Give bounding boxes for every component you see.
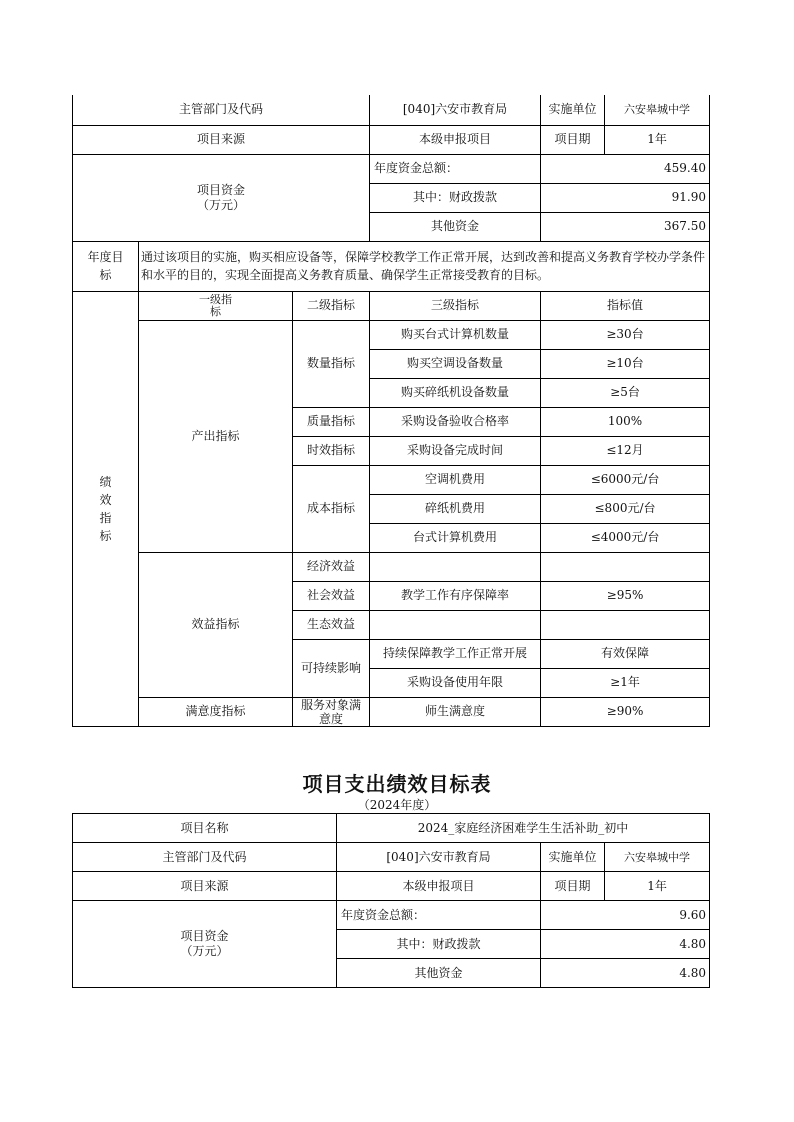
- quantity-label: 数量指标: [293, 320, 370, 407]
- indicator-l3: 采购设备使用年限: [370, 668, 541, 697]
- page-subtitle: （2024年度）: [357, 798, 437, 812]
- fiscal-label: 其中：财政拨款: [370, 183, 541, 212]
- name-label: 项目名称: [73, 814, 337, 843]
- impl-label: 实施单位: [541, 843, 605, 872]
- hdr-level2: 二级指标: [293, 291, 370, 320]
- goal-label: 年度目标: [73, 241, 139, 291]
- funds-label-cell: [73, 901, 337, 988]
- dept-value: [040]六安市教育局: [337, 843, 541, 872]
- impl-value: 六安皋城中学: [605, 843, 710, 872]
- indicator-l3: [370, 552, 541, 581]
- funds-unit: （万元）: [180, 944, 229, 958]
- other-value: 4.80: [541, 959, 710, 988]
- indicator-l3: 采购设备验收合格率: [370, 407, 541, 436]
- time-label: 时效指标: [293, 436, 370, 465]
- fiscal-value: 91.90: [541, 183, 710, 212]
- total-value: 459.40: [541, 154, 710, 183]
- impl-label: 实施单位: [541, 95, 605, 125]
- social-label: 社会效益: [293, 581, 370, 610]
- benefit-label: 效益指标: [139, 552, 293, 697]
- total-value: 9.60: [541, 901, 710, 930]
- source-value: 本级申报项目: [370, 125, 541, 154]
- funds-label: 项目资金: [197, 182, 246, 197]
- dept-row: [73, 95, 710, 125]
- table-row: [73, 697, 710, 726]
- dept-row: [73, 843, 710, 872]
- econ-label: 经济效益: [293, 552, 370, 581]
- sustain-label: 可持续影响: [293, 639, 370, 697]
- indicator-value: ≥1年: [541, 668, 710, 697]
- indicator-value: [541, 552, 710, 581]
- period-value: 1年: [605, 125, 710, 154]
- source-value: 本级申报项目: [337, 872, 541, 901]
- period-label: 项目期: [541, 125, 605, 154]
- indicator-header-row: [73, 291, 710, 320]
- funds-unit: （万元）: [197, 197, 246, 212]
- source-row: [73, 125, 710, 154]
- other-label: 其他资金: [337, 959, 541, 988]
- indicator-value: ≥90%: [541, 697, 710, 726]
- indicator-value: [541, 610, 710, 639]
- indicator-l3: 购买碎纸机设备数量: [370, 378, 541, 407]
- indicator-value: ≤12月: [541, 436, 710, 465]
- dept-label: 主管部门及代码: [73, 95, 370, 125]
- funds-total-row: [73, 901, 710, 930]
- period-value: 1年: [605, 872, 710, 901]
- indicator-value: 有效保障: [541, 639, 710, 668]
- impl-value: 六安皋城中学: [605, 95, 710, 125]
- indicator-l3: 空调机费用: [370, 465, 541, 494]
- total-label: 年度资金总额：: [337, 901, 541, 930]
- output-label: 产出指标: [139, 320, 293, 552]
- funds-label: 项目资金: [180, 929, 229, 943]
- indicator-value: ≥10台: [541, 349, 710, 378]
- indicator-l3: 持续保障教学工作正常开展: [370, 639, 541, 668]
- indicator-value: ≤800元/台: [541, 494, 710, 523]
- hdr-value: 指标值: [541, 291, 710, 320]
- cost-label: 成本指标: [293, 465, 370, 552]
- fiscal-label: 其中：财政拨款: [337, 930, 541, 959]
- other-label: 其他资金: [370, 212, 541, 241]
- indicator-l3: [370, 610, 541, 639]
- dept-value: [040]六安市教育局: [370, 95, 541, 125]
- quality-label: 质量指标: [293, 407, 370, 436]
- other-value: 367.50: [541, 212, 710, 241]
- table-row: [73, 552, 710, 581]
- name-row: [73, 814, 710, 843]
- total-label: 年度资金总额：: [370, 154, 541, 183]
- indicator-value: ≥5台: [541, 378, 710, 407]
- indicator-l3: 师生满意度: [370, 697, 541, 726]
- fiscal-value: 4.80: [541, 930, 710, 959]
- service-label: 服务对象满意度: [293, 697, 370, 726]
- indicator-value: ≥95%: [541, 581, 710, 610]
- name-value: 2024_家庭经济困难学生生活补助_初中: [337, 814, 710, 843]
- indicator-l3: 采购设备完成时间: [370, 436, 541, 465]
- eco-label: 生态效益: [293, 610, 370, 639]
- page-title: 项目支出绩效目标表: [302, 772, 492, 796]
- indicator-l3: 教学工作有序保障率: [370, 581, 541, 610]
- indicator-value: ≤6000元/台: [541, 465, 710, 494]
- period-label: 项目期: [541, 872, 605, 901]
- performance-table-1: [72, 95, 710, 727]
- indicator-value: 100%: [541, 407, 710, 436]
- source-row: [73, 872, 710, 901]
- satisfaction-label: 满意度指标: [139, 697, 293, 726]
- goal-text: 通过该项目的实施，购买相应设备等，保障学校教学工作正常开展，达到改善和提高义务教育学校办学条件和水平的目的，实现全面提高义务教育质量、确保学生正常接受教育的目标。: [139, 241, 710, 291]
- funds-label-cell: [73, 154, 370, 241]
- dept-label: 主管部门及代码: [73, 843, 337, 872]
- hdr-level3: 三级指标: [370, 291, 541, 320]
- goal-row: [73, 241, 710, 291]
- indicator-l3: 购买台式计算机数量: [370, 320, 541, 349]
- indicator-value: ≤4000元/台: [541, 523, 710, 552]
- source-label: 项目来源: [73, 872, 337, 901]
- indicator-l3: 购买空调设备数量: [370, 349, 541, 378]
- hdr-level1: 一级指标: [139, 291, 293, 320]
- indicator-l3: 台式计算机费用: [370, 523, 541, 552]
- performance-table-2: [72, 813, 710, 988]
- perf-label: 绩效指标: [73, 291, 139, 726]
- source-label: 项目来源: [73, 125, 370, 154]
- table-row: [73, 320, 710, 349]
- funds-total-row: [73, 154, 710, 183]
- indicator-value: ≥30台: [541, 320, 710, 349]
- indicator-l3: 碎纸机费用: [370, 494, 541, 523]
